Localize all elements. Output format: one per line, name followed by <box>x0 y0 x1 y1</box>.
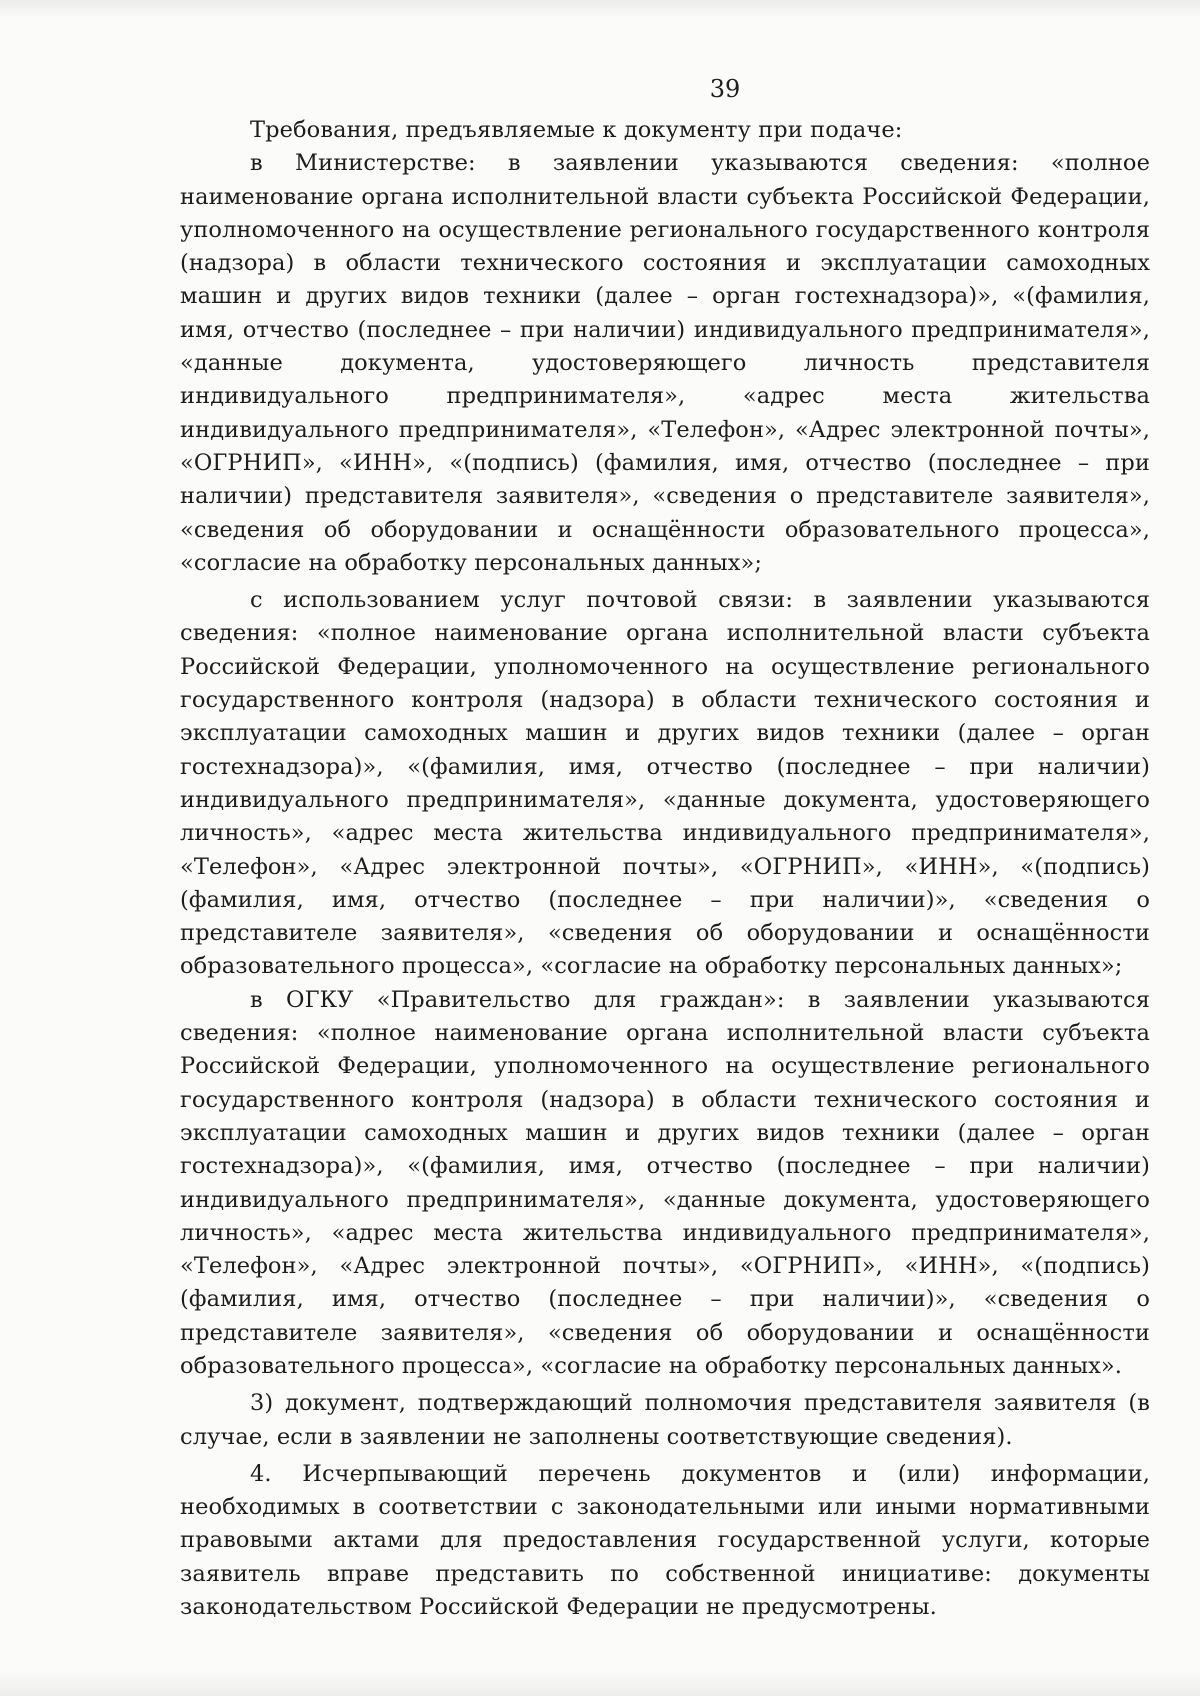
scan-shadow-bottom <box>0 1670 1200 1696</box>
paragraph-postal: с использованием услуг почтовой связи: в заявлении указываются сведения: «полное наименование органа исполнительной власти субъекта Российской Федерации, уполномоченного на осуществление регионального государственного контроля (надзора) в области технического состояния и эксплуатации самоходных машин и других видов техники (далее – орган гостехнадзора)», «(фамилия, имя, отчество (последнее – при наличии) индивидуального предпринимателя», «данные документа, удостоверяющего личность», «адрес места жительства индивидуального предпринимателя», «Телефон», «Адрес электронной почты», «ОГРНИП», «ИНН», «(подпись) (фамилия, имя, отчество (последнее – при наличии)», «сведения о представителе заявителя», «сведения об оборудовании и оснащённости образовательного процесса», «согласие на обработку персональных данных»; <box>180 587 1150 980</box>
page-number: 39 <box>709 75 741 103</box>
paragraph-item-4: 4. Исчерпывающий перечень документов и (или) информации, необходимых в соответствии с законодательными или иными нормативными правовыми актами для предоставления государственной услуги, которые заявитель вправе представить по собственной инициативе: документы законодательством Российской Федерации не предусмотрены. <box>180 1460 1150 1621</box>
paragraph-item-3: 3) документ, подтверждающий полномочия представителя заявителя (в случае, если в заявлении не заполнены соответствующие сведения). <box>180 1390 1150 1450</box>
paragraph-requirements-heading: Требования, предъявляемые к документу при подаче: <box>250 117 903 143</box>
paragraph-ogku: в ОГКУ «Правительство для граждан»: в заявлении указываются сведения: «полное наименование органа исполнительной власти субъекта Российской Федерации, уполномоченного на осуществление регионального государственного контроля (надзора) в области технического состояния и эксплуатации самоходных машин и других видов техники (далее – орган гостехнадзора)», «(фамилия, имя, отчество (последнее – при наличии) индивидуального предпринимателя», «данные документа, удостоверяющего личность», «адрес места жительства индивидуального предпринимателя», «Телефон», «Адрес электронной почты», «ОГРНИП», «ИНН», «(подпись) (фамилия, имя, отчество (последнее – при наличии)», «сведения о представителе заявителя», «сведения об оборудовании и оснащённости образовательного процесса», «согласие на обработку персональных данных». <box>180 986 1150 1379</box>
paragraph-ministry: в Министерстве: в заявлении указываются сведения: «полное наименование органа исполнительной власти субъекта Российской Федерации, уполномоченного на осуществление регионального государственного контроля (надзора) в области технического состояния и эксплуатации самоходных машин и других видов техники (далее – орган гостехнадзора)», «(фамилия, имя, отчество (последнее – при наличии) индивидуального предпринимателя», «данные документа, удостоверяющего личность представителя индивидуального предпринимателя», «адрес места жительства индивидуального предпринимателя», «Телефон», «Адрес электронной почты», «ОГРНИП», «ИНН», «(подпись) (фамилия, имя, отчество (последнее – при наличии) представителя заявителя», «сведения о представителе заявителя», «сведения об оборудовании и оснащённости образовательного процесса», «согласие на обработку персональных данных»; <box>180 150 1150 576</box>
